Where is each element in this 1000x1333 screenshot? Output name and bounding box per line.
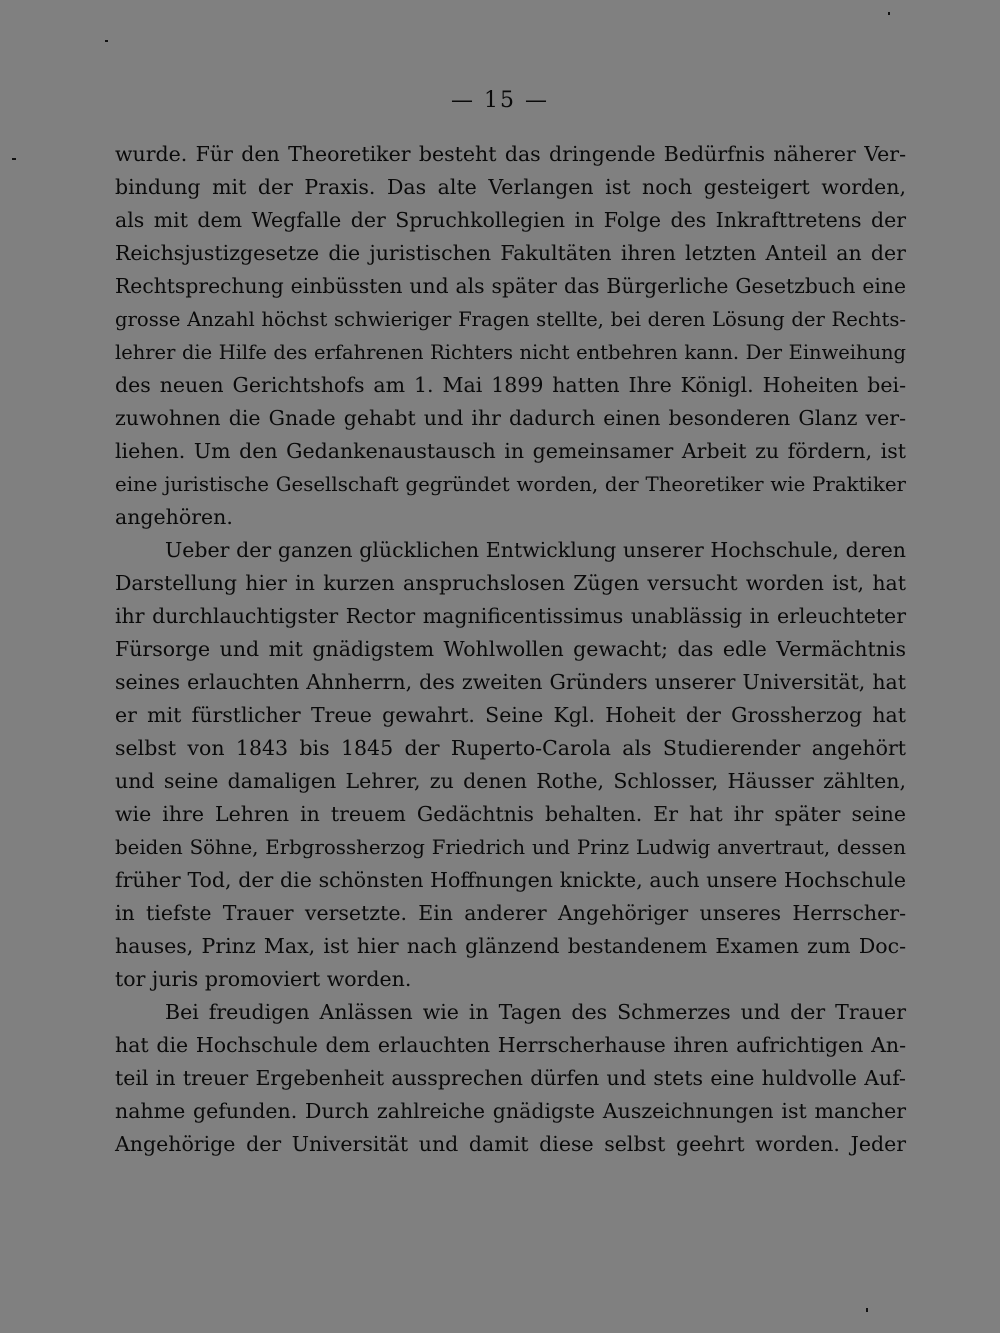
text-line: ihr durchlauchtigster Rector magnificentissimus unablässig in erleuchteter <box>115 604 906 628</box>
text-line: teil in treuer Ergebenheit aussprechen dürfen und stets eine huldvolle Auf- <box>115 1066 906 1090</box>
body-text <box>115 138 906 1161</box>
text-line: beiden Söhne, Erbgrossherzog Friedrich und Prinz Ludwig anvertraut, dessen <box>115 836 906 859</box>
text-line: wurde. Für den Theoretiker besteht das dringende Bedürfnis näherer Ver- <box>115 142 906 166</box>
text-line: als mit dem Wegfalle der Spruchkollegien in Folge des Inkrafttretens der <box>115 208 906 232</box>
paragraph-2 <box>115 534 906 996</box>
text-line: zuwohnen die Gnade gehabt und ihr dadurch einen besonderen Glanz ver- <box>115 406 906 430</box>
text-line: selbst von 1843 bis 1845 der Ruperto-Carola als Studierender angehört <box>115 736 906 760</box>
paragraph-3 <box>115 996 906 1161</box>
scan-speck <box>105 40 108 42</box>
text-line: wie ihre Lehren in treuem Gedächtnis behalten. Er hat ihr später seine <box>115 802 906 826</box>
text-line: angehören. <box>115 505 233 529</box>
text-line: und seine damaligen Lehrer, zu denen Rothe, Schlosser, Häusser zählten, <box>115 769 906 793</box>
paragraph-1 <box>115 138 906 534</box>
text-line: liehen. Um den Gedankenaustausch in gemeinsamer Arbeit zu fördern, ist <box>115 439 906 463</box>
scan-speck <box>12 158 16 160</box>
text-line: grosse Anzahl höchst schwieriger Fragen stellte, bei deren Lösung der Rechts- <box>115 308 906 331</box>
text-line: eine juristische Gesellschaft gegründet worden, der Theoretiker wie Praktiker <box>115 473 906 496</box>
text-line: des neuen Gerichtshofs am 1. Mai 1899 hatten Ihre Königl. Hoheiten bei- <box>115 373 906 397</box>
text-line: Angehörige der Universität und damit diese selbst geehrt worden. Jeder <box>115 1132 906 1156</box>
text-line: hat die Hochschule dem erlauchten Herrscherhause ihren aufrichtigen An- <box>115 1033 906 1057</box>
text-line: Bei freudigen Anlässen wie in Tagen des Schmerzes und der Trauer <box>165 1000 906 1024</box>
text-line: nahme gefunden. Durch zahlreiche gnädigste Auszeichnungen ist mancher <box>115 1099 906 1123</box>
scan-speck <box>866 1308 868 1312</box>
scan-speck <box>888 12 890 15</box>
text-line: seines erlauchten Ahnherrn, des zweiten Gründers unserer Universität, hat <box>115 670 906 694</box>
text-line: Ueber der ganzen glücklichen Entwicklung unserer Hochschule, deren <box>165 538 906 562</box>
text-line: tor juris promoviert worden. <box>115 967 412 991</box>
text-line: er mit fürstlicher Treue gewahrt. Seine Kgl. Hoheit der Grossherzog hat <box>115 703 906 727</box>
text-line: früher Tod, der die schönsten Hoffnungen knickte, auch unsere Hochschule <box>115 868 906 892</box>
text-line: Reichsjustizgesetze die juristischen Fakultäten ihren letzten Anteil an der <box>115 241 906 265</box>
text-line: Fürsorge und mit gnädigstem Wohlwollen gewacht; das edle Vermächtnis <box>115 637 906 661</box>
text-line: lehrer die Hilfe des erfahrenen Richters nicht entbehren kann. Der Einweihung <box>115 341 906 364</box>
page-number: — 15 — <box>451 88 549 113</box>
text-line: hauses, Prinz Max, ist hier nach glänzend bestandenem Examen zum Doc- <box>115 934 906 958</box>
text-line: Darstellung hier in kurzen anspruchslosen Zügen versucht worden ist, hat <box>115 571 906 595</box>
text-line: in tiefste Trauer versetzte. Ein anderer Angehöriger unseres Herrscher- <box>115 901 906 925</box>
text-line: Rechtsprechung einbüssten und als später das Bürgerliche Gesetzbuch eine <box>115 274 906 298</box>
text-line: bindung mit der Praxis. Das alte Verlangen ist noch gesteigert worden, <box>115 175 906 199</box>
